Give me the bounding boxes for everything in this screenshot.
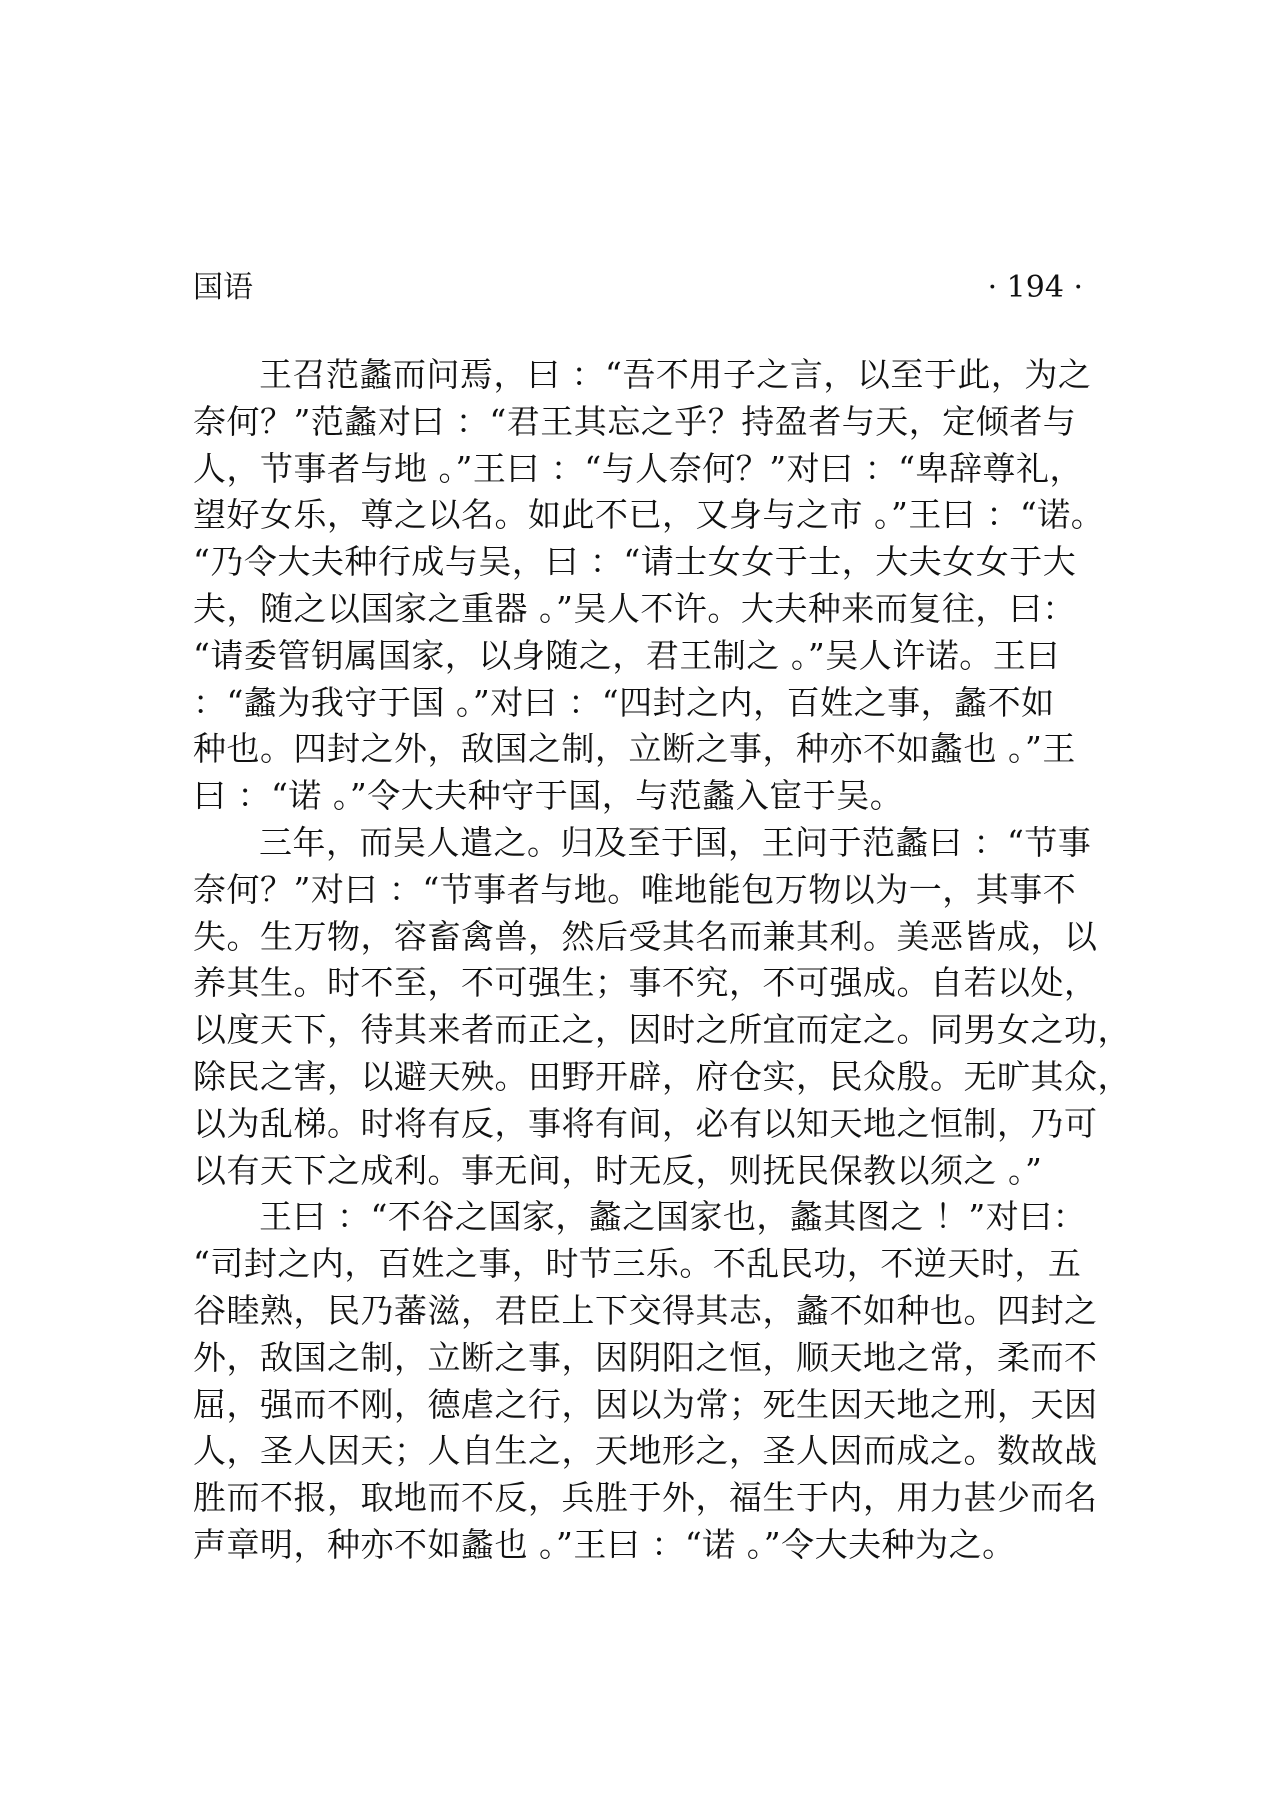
text-line: 曰 ：“诺 。”令大夫种守于国，与范蠡入宦于吴。 — [193, 776, 904, 816]
text-line: 屈，强而不刚，德虐之行，因以为常；死生因天地之刑，天因 — [193, 1384, 1098, 1424]
text-line: 种也。四封之外，敌国之制，立断之事，种亦不如蠡也 。”王 — [193, 729, 1076, 769]
text-line: 以度天下，待其来者而正之，因时之所宜而定之。同男女之功， — [193, 1010, 1131, 1050]
page-number: · 194 · — [987, 270, 1083, 305]
text-line: 望好女乐，尊之以名。如此不已，又身与之市 。”王曰 ：“诺。 — [193, 495, 1105, 535]
text-line: 三年，而吴人遣之。归及至于国，王问于范蠡曰 ：“节事 — [259, 822, 1092, 862]
text-line: 外，敌国之制，立断之事，因阴阳之恒，顺天地之常，柔而不 — [193, 1337, 1098, 1377]
text-line: “乃令大夫种行成与吴，曰 ：“请士女女于士，大夫女女于大 — [193, 542, 1077, 582]
text-line: 人，圣人因天；人自生之，天地形之，圣人因而成之。数故战 — [193, 1431, 1098, 1471]
text-line: “请委管钥属国家，以身随之，君王制之 。”吴人许诺。王曰 — [193, 635, 1060, 675]
text-line: 胜而不报，取地而不反，兵胜于外，福生于内，用力甚少而名 — [193, 1478, 1098, 1518]
text-line: 声章明，种亦不如蠡也 。”王曰 ：“诺 。”令大夫种为之。 — [193, 1524, 1016, 1564]
text-line: 夫，随之以国家之重器 。”吴人不许。大夫种来而复往，曰： — [193, 588, 1076, 628]
text-line: 以有天下之成利。事无间，时无反，则抚民保教以须之 。” — [193, 1150, 1043, 1190]
text-line: 王曰 ：“不谷之国家，蠡之国家也，蠡其图之 ！”对曰： — [259, 1197, 1087, 1237]
text-line: 奈何？”范蠡对曰 ：“君王其忘之乎？持盈者与天，定倾者与 — [193, 401, 1077, 441]
text-line: 以为乱梯。时将有反，事将有间，必有以知天地之恒制，乃可 — [193, 1103, 1098, 1143]
text-line: “司封之内，百姓之事，时节三乐。不乱民功，不逆天时，五 — [193, 1244, 1082, 1284]
page-header — [193, 268, 1083, 308]
text-line: 失。生万物，容畜禽兽，然后受其名而兼其利。美恶皆成，以 — [193, 916, 1098, 956]
text-line: 养其生。时不至，不可强生；事不究，不可强成。自若以处， — [193, 963, 1098, 1003]
book-title: 国语 — [193, 270, 253, 305]
body-text — [193, 352, 1131, 1569]
text-line: 王召范蠡而问焉，曰 ：“吾不用子之言，以至于此，为之 — [259, 355, 1092, 394]
text-line: 谷睦熟，民乃蕃滋，君臣上下交得其志，蠡不如种也。四封之 — [193, 1290, 1098, 1330]
text-line: 除民之害，以避天殃。田野开辟，府仓实，民众殷。无旷其众， — [193, 1056, 1131, 1096]
text-line: 奈何？”对曰 ：“节事者与地。唯地能包万物以为一，其事不 — [193, 869, 1077, 909]
text-line: 人，节事者与地 。”王曰 ：“与人奈何？”对曰 ：“卑辞尊礼， — [193, 448, 1083, 488]
text-line: ：“蠡为我守于国 。”对曰 ：“四封之内，百姓之事，蠡不如 — [193, 682, 1055, 722]
